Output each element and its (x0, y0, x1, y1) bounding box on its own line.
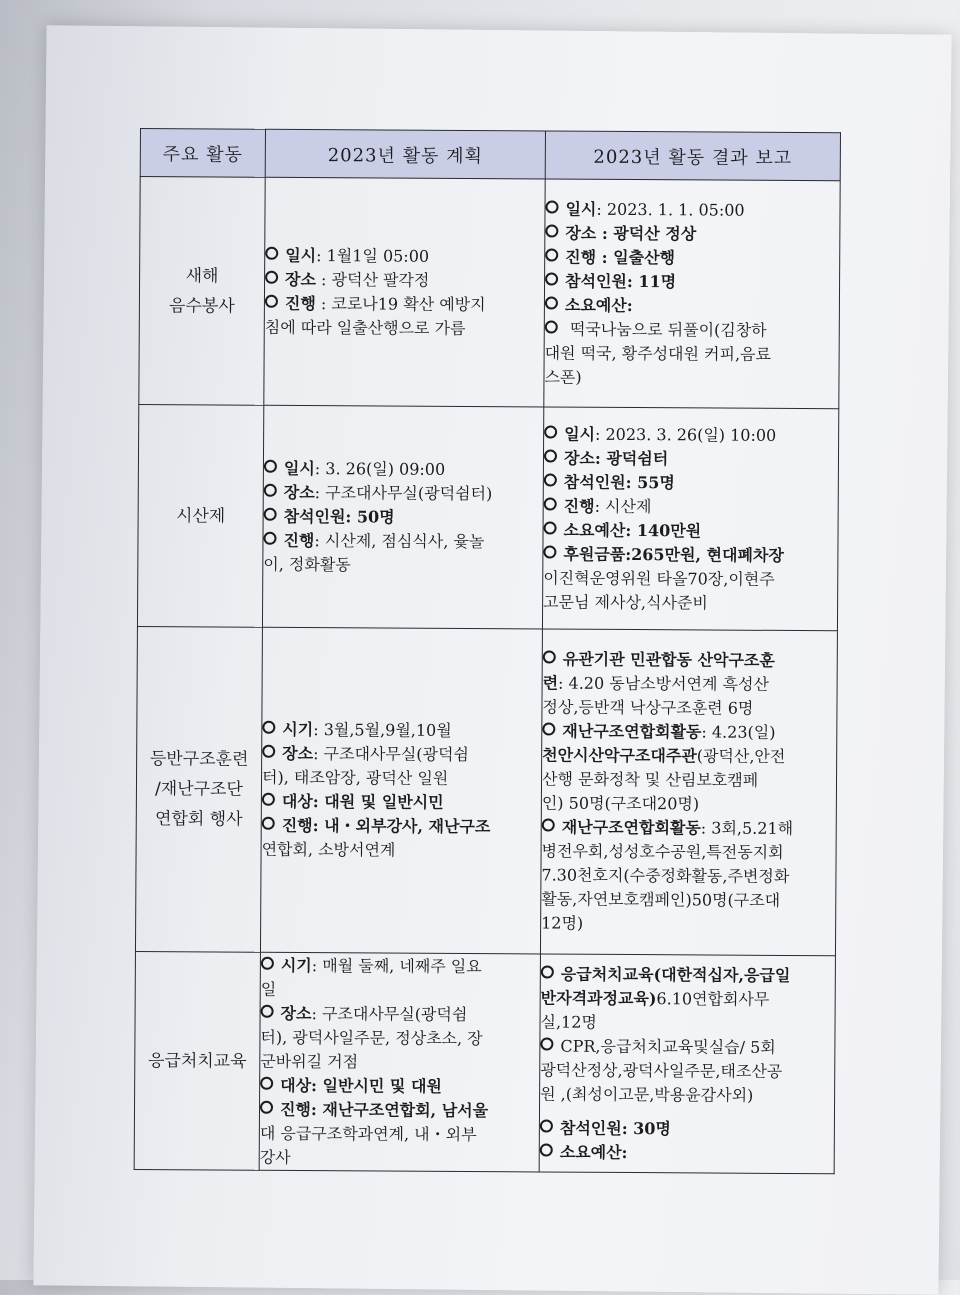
bullet-line (543, 590, 837, 616)
result-cell (542, 407, 838, 631)
bullet-line (543, 647, 837, 673)
result-cell (539, 954, 835, 1174)
item-label: 참석인원 (563, 472, 626, 492)
circle-bullet-icon (542, 722, 555, 735)
bullet-line (540, 1116, 834, 1142)
item-text: 병전우회,성성호수공원,특전동지회 (541, 841, 784, 862)
item-text: : 55명 (625, 472, 675, 492)
bullet-line (544, 446, 838, 472)
item-label: 진행 (563, 496, 595, 516)
item-text: 대원 떡국, 황주성대원 커피,음료 (544, 342, 772, 364)
circle-bullet-icon (541, 965, 554, 978)
circle-bullet-icon (262, 721, 275, 734)
plan-cell (259, 952, 540, 1172)
activity-cell (137, 404, 263, 627)
result-cell (544, 179, 840, 409)
bullet-line (545, 269, 839, 295)
item-text: : 매월 둘째, 네째주 일요 (311, 955, 482, 976)
item-text: : 140만원 (625, 520, 702, 540)
item-text: 이, 정화활동 (263, 554, 351, 574)
item-text: : 구조대사무실(광덕쉼 (313, 744, 469, 765)
bullet-line (262, 838, 541, 864)
circle-bullet-icon (543, 545, 556, 558)
activity-cell (139, 177, 265, 406)
item-text: : 광덕산 팔각정 (315, 269, 430, 290)
bullet-line (544, 365, 838, 391)
item-label: 재난구조연합회활동 (562, 721, 702, 742)
item-text: 활동,자연보호캠페인)50명(구조대 (541, 889, 781, 910)
item-label: 장소 (283, 482, 315, 502)
bullet-line (540, 1010, 834, 1036)
circle-bullet-icon (543, 650, 556, 663)
item-text: 대 응급구조학과연계, 내・외부 (259, 1123, 477, 1144)
item-text: : 30명 (621, 1118, 671, 1138)
item-text: 터), 태조암장, 광덕산 일원 (261, 767, 449, 788)
bullet-line (543, 518, 837, 544)
item-label: 참석인원 (565, 271, 627, 291)
bullet-line (544, 470, 838, 496)
circle-bullet-icon (262, 793, 275, 806)
circle-bullet-icon (545, 248, 558, 261)
plan-cell (262, 405, 543, 629)
activity-name: 연합회 행사 (154, 809, 243, 830)
bullet-line (542, 695, 836, 721)
bullet-line (265, 315, 544, 341)
item-label: 재난구조연합회활동 (561, 817, 701, 838)
bullet-line (541, 887, 835, 913)
bullet-line (543, 566, 837, 592)
item-text: : 1월1일 05:00 (316, 245, 430, 266)
table-header-row (140, 129, 840, 181)
item-text: : 50명 (345, 506, 395, 527)
item-label: 진행 (279, 1099, 311, 1119)
item-label: 소요예산 (564, 295, 627, 315)
item-label: 장소 (285, 269, 317, 289)
item-label: 일시 (564, 424, 596, 444)
table-row (137, 404, 838, 630)
item-text: : 11명 (626, 271, 677, 291)
header-activity: 주요 활동 (140, 129, 265, 178)
item-label: 장소 (565, 223, 597, 243)
circle-bullet-icon (264, 459, 277, 472)
bullet-line (541, 863, 835, 889)
item-label: 일시 (285, 245, 317, 265)
bullet-line (262, 766, 541, 792)
bullet-line (260, 1097, 539, 1123)
header-result: 2023년 활동 결과 보고 (545, 131, 840, 181)
bullet-line (540, 1058, 834, 1084)
activity-name: 새해 (185, 265, 219, 286)
circle-bullet-icon (260, 1100, 273, 1113)
item-text: 이진혁운영위원 타올70장,이현주 (543, 567, 775, 589)
item-label: 장소 (280, 1003, 312, 1023)
item-label: 진행 (284, 293, 316, 313)
item-text: : (621, 1142, 628, 1162)
activity-name: 등반구조훈련 (149, 749, 249, 770)
bullet-line (544, 494, 838, 520)
item-text: 원 ,(최성이고문,박용윤감사외) (540, 1083, 754, 1105)
activity-name: 응급처치교육 (147, 1050, 247, 1072)
item-label: 소요예산 (563, 520, 626, 540)
item-label: 참석인원 (559, 1118, 622, 1138)
item-text: 군바위길 거점 (260, 1051, 359, 1071)
item-text: 터), 광덕사일주문, 정상초소, 장 (260, 1027, 483, 1048)
circle-bullet-icon (261, 956, 274, 969)
bullet-line (545, 221, 839, 247)
bullet-line (541, 986, 835, 1012)
circle-bullet-icon (265, 246, 278, 259)
circle-bullet-icon (265, 270, 278, 283)
bullet-line (543, 542, 837, 568)
bullet-line (260, 1049, 539, 1075)
item-text: : 광덕산 정상 (596, 223, 697, 243)
item-text: : 3. 26(일) 09:00 (314, 458, 446, 479)
circle-bullet-icon (545, 200, 558, 213)
bullet-line (544, 422, 838, 448)
item-text: : 재난구조연합회, 남서울 (310, 1099, 489, 1120)
table-row (134, 951, 835, 1173)
item-label: 반자격과정교육) (540, 987, 657, 1008)
item-text: : 4.23(일) (701, 722, 776, 742)
header-plan: 2023년 활동 계획 (265, 129, 545, 179)
bullet-line (264, 456, 543, 482)
circle-bullet-icon (545, 224, 558, 237)
bullet-line (542, 743, 836, 769)
bullet-line (541, 962, 835, 988)
item-text: : 3월,5월,9월,10월 (313, 720, 452, 740)
item-text: : 광덕쉼터 (594, 448, 669, 468)
item-text: 7.30천호지(수중정화활동,주변정화 (541, 865, 790, 886)
circle-bullet-icon (540, 1037, 553, 1050)
bullet-line (262, 790, 541, 816)
item-text: : 시산제 (594, 496, 652, 516)
item-label: 후원금품 (563, 544, 626, 564)
item-label: 시기 (280, 955, 312, 975)
item-text: 12명) (541, 913, 584, 933)
item-label: 대상 (281, 791, 313, 812)
item-text: : 일출산행 (596, 247, 676, 267)
item-text: : 3회,5.21해 (700, 818, 794, 839)
item-label: 참석인원 (283, 506, 346, 526)
item-text: : 일반시민 및 대원 (311, 1075, 442, 1096)
circle-bullet-icon (261, 1004, 274, 1017)
circle-bullet-icon (265, 294, 278, 307)
bullet-line (262, 742, 541, 768)
circle-bullet-icon (542, 818, 555, 831)
item-text: 산행 문화정착 및 산림보호캠페 (541, 769, 759, 790)
activity-cell (134, 951, 260, 1170)
bullet-line (545, 293, 839, 319)
item-label: 진행 (283, 530, 315, 550)
bullet-line (542, 791, 836, 817)
item-text: 침에 따라 일출산행으로 가름 (264, 317, 466, 338)
item-label: 장소 (563, 448, 595, 468)
circle-bullet-icon (263, 531, 276, 544)
item-text: 정상,등반객 낙상구조훈련 6명 (542, 697, 754, 718)
item-text: 6.10연합회사무 (656, 988, 770, 1009)
item-label: 대상 (280, 1075, 312, 1095)
item-text: : 2023. 1. 1. 05:00 (596, 199, 745, 220)
item-text: :265만원, 현대폐차장 (625, 544, 784, 565)
item-text: : 내・외부강사, 재난구조 (312, 816, 491, 837)
activity-cell (135, 626, 262, 952)
circle-bullet-icon (544, 521, 557, 534)
circle-bullet-icon (264, 507, 277, 520)
bullet-line (265, 291, 544, 317)
item-text: : 대원 및 일반시민 (312, 792, 444, 812)
item-label: 진행 (281, 815, 313, 836)
bullet-line (262, 718, 541, 744)
item-label: 일시 (565, 199, 597, 219)
circle-bullet-icon (544, 497, 557, 510)
plan-cell (264, 177, 545, 407)
item-text: (광덕산,안전 (696, 746, 786, 766)
bullet-line (260, 1145, 539, 1171)
item-text: : 구조대사무실(광덕쉼 (311, 1003, 468, 1024)
bullet-line (262, 814, 541, 840)
result-cell (540, 629, 837, 956)
circle-bullet-icon (262, 745, 275, 758)
bullet-line (540, 1034, 834, 1060)
item-text: : 4.20 동남소방서연계 흑성산 (558, 673, 769, 694)
item-label: 진행 (565, 247, 597, 267)
item-label: 천안시산악구조대주관 (542, 745, 697, 766)
bullet-line (261, 1001, 540, 1027)
item-label: 시기 (282, 719, 314, 740)
activity-name: /재난구조단 (154, 779, 243, 800)
item-text: 광덕산정상,광덕사일주문,태조산공 (540, 1059, 783, 1081)
item-label: 장소 (282, 743, 314, 764)
table-row (139, 177, 840, 409)
circle-bullet-icon (540, 1119, 553, 1132)
item-text: 스폰) (544, 366, 582, 387)
item-label: 소요예산 (559, 1142, 622, 1162)
bullet-line (265, 267, 544, 293)
item-text: 일 (260, 979, 277, 999)
circle-bullet-icon (544, 449, 557, 462)
item-label: 일시 (283, 458, 315, 478)
bullet-line (545, 197, 839, 223)
item-text: : 구조대사무실(광덕쉼터) (314, 482, 493, 503)
item-label: 련 (542, 673, 559, 693)
bullet-line (261, 953, 540, 979)
bullet-line (260, 1025, 539, 1051)
circle-bullet-icon (544, 425, 557, 438)
bullet-line (540, 1140, 834, 1166)
circle-bullet-icon (260, 1076, 273, 1089)
item-text: CPR,응급처치교육및실습/ 5회 (560, 1036, 776, 1057)
bullet-line (263, 552, 542, 578)
item-text: : (626, 295, 633, 315)
bullet-line (545, 341, 839, 367)
bullet-line (263, 528, 542, 554)
bullet-line (542, 839, 836, 865)
circle-bullet-icon (545, 296, 558, 309)
table-row (135, 626, 837, 955)
plan-cell (260, 627, 542, 954)
item-text: : 2023. 3. 26(일) 10:00 (595, 424, 777, 445)
circle-bullet-icon (545, 320, 558, 333)
item-text: 고문님 제사상,식사준비 (543, 591, 708, 612)
bullet-line (545, 317, 839, 343)
activity-name: 시산제 (175, 505, 226, 527)
circle-bullet-icon (264, 483, 277, 496)
bullet-line (260, 1121, 539, 1147)
activity-report-table (134, 128, 841, 1174)
item-text: 강사 (259, 1147, 291, 1167)
item-text: : 코로나19 확산 예방지 (315, 293, 486, 314)
bullet-line (542, 815, 836, 841)
item-text: 실,12명 (540, 1011, 597, 1032)
bullet-line (542, 719, 836, 745)
bullet-line (540, 1082, 834, 1108)
bullet-line (543, 671, 837, 697)
bullet-line (265, 243, 544, 269)
bullet-line (260, 1073, 539, 1099)
item-label: 응급처치교육(대한적십자,응급일 (560, 964, 791, 985)
bullet-line (542, 767, 836, 793)
activity-name: 음수봉사 (168, 295, 235, 317)
item-text: : 시산제, 점심식사, 윷놀 (314, 530, 485, 551)
item-label: 유관기관 민관합동 산악구조훈 (562, 649, 775, 670)
item-text: 연합회, 소방서연계 (261, 839, 396, 860)
circle-bullet-icon (544, 473, 557, 486)
circle-bullet-icon (262, 817, 275, 830)
circle-bullet-icon (545, 272, 558, 285)
item-text: 떡국나눔으로 뒤풀이(김창하 (564, 319, 767, 340)
bullet-line (264, 504, 543, 530)
bullet-line (264, 480, 543, 506)
circle-bullet-icon (540, 1143, 553, 1156)
item-text: 인) 50명(구조대20명) (541, 793, 700, 814)
bullet-line (261, 977, 540, 1003)
bullet-line (541, 911, 835, 937)
bullet-line (545, 245, 839, 271)
